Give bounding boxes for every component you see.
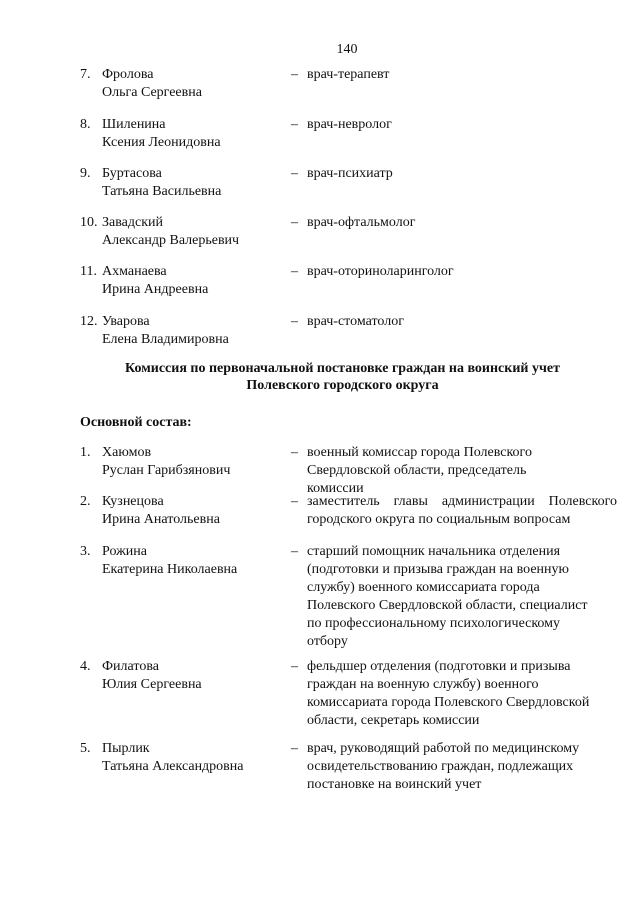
item-number: 11. (80, 264, 97, 279)
person-name (102, 444, 282, 480)
dash: – (291, 314, 298, 329)
person-role: врач-терапевт (307, 67, 390, 82)
person-name (102, 493, 282, 529)
person-name (102, 658, 282, 694)
person-given-names: Татьяна Васильевна (102, 184, 222, 199)
commission-title-line-2: Полевского городского округа (246, 378, 439, 393)
person-name (102, 740, 282, 776)
person-surname: Пырлик (102, 741, 150, 756)
person-role: врач-психиатр (307, 166, 393, 181)
person-given-names: Юлия Сергеевна (102, 677, 202, 692)
person-surname: Рожина (102, 544, 147, 559)
person-name (102, 116, 282, 152)
dash: – (291, 659, 298, 674)
person-given-names: Ксения Леонидовна (102, 135, 221, 150)
dash: – (291, 264, 298, 279)
person-given-names: Ирина Анатольевна (102, 512, 220, 527)
item-number: 4. (80, 659, 91, 674)
person-given-names: Александр Валерьевич (102, 233, 240, 248)
person-surname: Филатова (102, 659, 159, 674)
section-heading: Основной состав: (80, 415, 192, 430)
person-given-names: Ирина Андреевна (102, 282, 209, 297)
dash: – (291, 494, 298, 509)
person-role: врач-стоматолог (307, 314, 404, 329)
item-number: 12. (80, 314, 98, 329)
person-role: врач-невролог (307, 117, 392, 132)
item-number: 2. (80, 494, 91, 509)
dash: – (291, 445, 298, 460)
person-name (102, 313, 282, 349)
person-surname: Ахманаева (102, 264, 167, 279)
person-given-names: Елена Владимировна (102, 332, 229, 347)
dash: – (291, 67, 298, 82)
person-name (102, 263, 282, 299)
dash: – (291, 117, 298, 132)
person-name (102, 214, 282, 250)
person-surname: Завадский (102, 215, 163, 230)
item-number: 7. (80, 67, 91, 82)
person-surname: Шиленина (102, 117, 166, 132)
item-number: 1. (80, 445, 91, 460)
person-name (102, 165, 282, 201)
person-given-names: Екатерина Николаевна (102, 562, 238, 577)
person-surname: Буртасова (102, 166, 162, 181)
page-number: 140 (336, 42, 358, 57)
person-surname: Уварова (102, 314, 150, 329)
person-role: заместитель главы администрации Полевского городского округа по социальным вопросам (307, 494, 617, 527)
person-role: военный комиссар города Полевского Свердловской области, председатель комиссии (307, 445, 532, 496)
dash: – (291, 166, 298, 181)
commission-title (90, 360, 595, 394)
person-role: фельдшер отделения (подготовки и призыва граждан на военную службу) военного комиссариата города Полевского Свердловской области, секретарь комиссии (307, 659, 590, 728)
person-role: врач-офтальмолог (307, 215, 416, 230)
dash: – (291, 215, 298, 230)
person-surname: Хаюмов (102, 445, 152, 460)
person-role: врач, руководящий работой по медицинскому освидетельствованию граждан, подлежащих постановке на воинский учет (307, 741, 580, 792)
item-number: 5. (80, 741, 91, 756)
person-given-names: Ольга Сергеевна (102, 85, 202, 100)
item-number: 9. (80, 166, 91, 181)
person-surname: Кузнецова (102, 494, 164, 509)
commission-title-line-1: Комиссия по первоначальной постановке граждан на воинский учет (125, 361, 560, 376)
item-number: 8. (80, 117, 91, 132)
item-number: 10. (80, 215, 98, 230)
item-number: 3. (80, 544, 91, 559)
person-name (102, 66, 282, 102)
dash: – (291, 741, 298, 756)
person-given-names: Татьяна Александровна (102, 759, 244, 774)
person-role: врач-оториноларинголог (307, 264, 454, 279)
person-surname: Фролова (102, 67, 154, 82)
person-given-names: Руслан Гарибзянович (102, 463, 231, 478)
person-name (102, 543, 282, 579)
person-role: старший помощник начальника отделения (подготовки и призыва граждан на военную службу) военного комиссариата города Полевского Свердловской области, специалист по профессиональному психологическому отбору (307, 544, 588, 649)
dash: – (291, 544, 298, 559)
